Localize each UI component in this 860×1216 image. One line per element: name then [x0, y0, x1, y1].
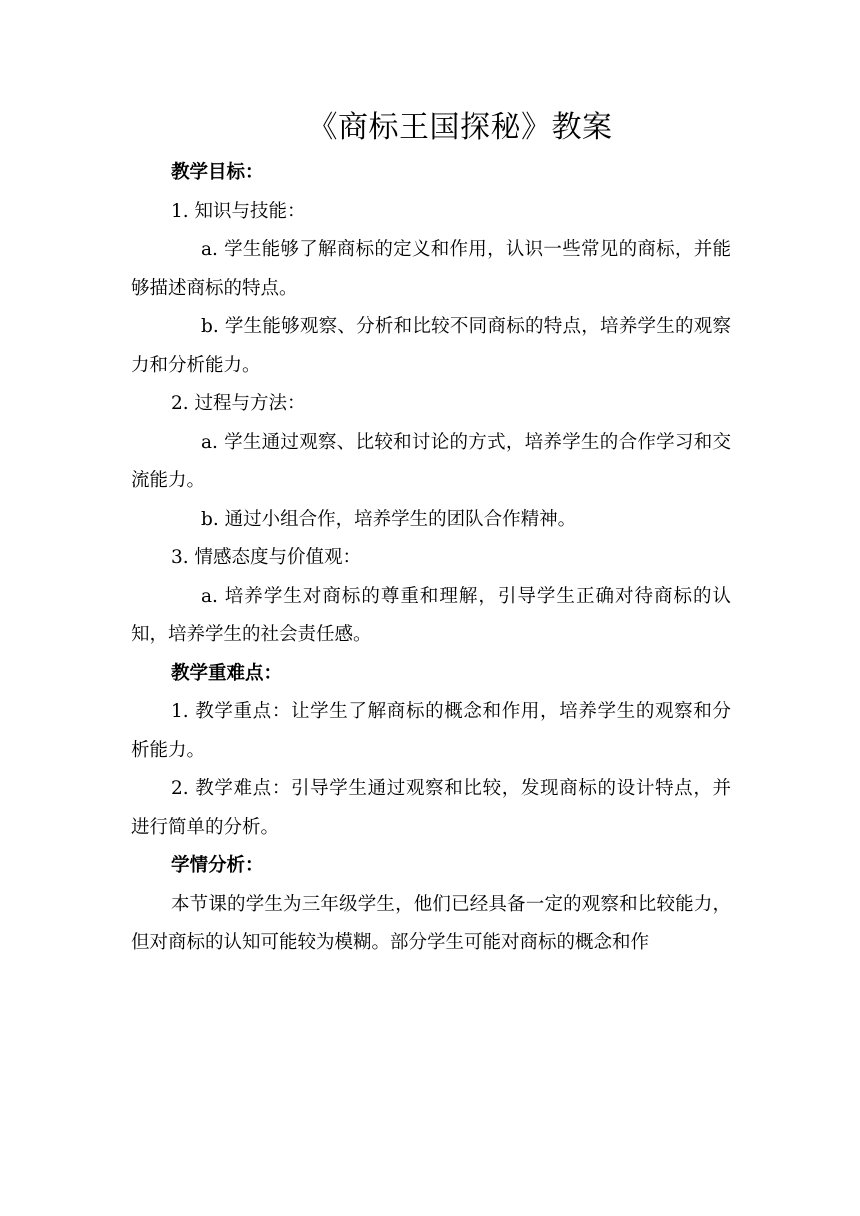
objective-item-1: 1. 知识与技能：: [171, 200, 306, 222]
objective-item-2b: b. 通过小组合作，培养学生的团队合作精神。: [201, 508, 577, 530]
key-point-item-2: 2. 教学难点：引导学生通过观察和比较，发现商标的设计特点，并进行简单的分析。: [131, 778, 731, 838]
objective-item-1a: a. 学生能够了解商标的定义和作用，认识一些常见的商标，并能够描述商标的特点。: [131, 239, 731, 299]
section-heading-analysis: 学情分析：: [171, 855, 264, 876]
document-title: 《商标王国探秘》教案: [307, 110, 613, 145]
analysis-paragraph: 本节课的学生为三年级学生，他们已经具备一定的观察和比较能力，但对商标的认知可能较为模糊。部分学生可能对商标的概念和作: [131, 893, 731, 953]
section-heading-key-points: 教学重难点：: [171, 662, 283, 684]
objective-item-2: 2. 过程与方法：: [171, 393, 306, 414]
objective-item-3a: a. 培养学生对商标的尊重和理解，引导学生正确对待商标的认知，培养学生的社会责任感。: [131, 585, 731, 645]
objective-item-2a: a. 学生通过观察、比较和讨论的方式，培养学生的合作学习和交流能力。: [131, 431, 731, 491]
section-heading-objectives: 教学目标：: [171, 162, 264, 183]
objective-item-1b: b. 学生能够观察、分析和比较不同商标的特点，培养学生的观察力和分析能力。: [131, 316, 731, 376]
key-point-item-1: 1. 教学重点：让学生了解商标的概念和作用，培养学生的观察和分析能力。: [131, 701, 731, 761]
document-body: [131, 154, 731, 963]
objective-item-3: 3. 情感态度与价值观：: [171, 547, 362, 568]
